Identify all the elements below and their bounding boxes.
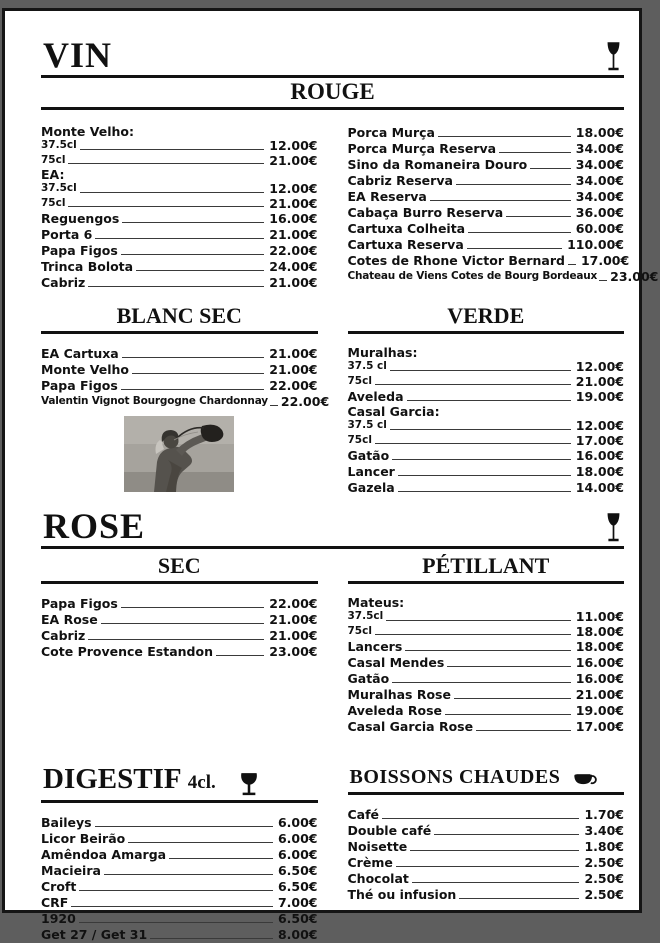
item-price: 17.00€ (575, 719, 624, 734)
item-price: 16.00€ (575, 655, 624, 670)
menu-item-row (347, 269, 659, 284)
menu-item-row (348, 389, 625, 404)
price-leader-line (499, 152, 571, 153)
sec-items (41, 596, 318, 659)
item-price: 34.00€ (575, 141, 624, 156)
price-leader-line (150, 938, 273, 939)
menu-item-row (41, 125, 318, 139)
menu-item-row (348, 687, 625, 702)
menu-item-row (348, 625, 625, 639)
item-price: 19.00€ (575, 389, 624, 404)
item-name: 75cl (347, 374, 372, 387)
menu-item-row (348, 189, 625, 204)
wine-drinker-photo (124, 416, 234, 492)
item-name: Chateau de Viens Cotes de Bourg Bordeaux (347, 270, 598, 282)
item-name: Chocolat (347, 871, 409, 886)
menu-item-row (41, 168, 318, 182)
menu-item-row (41, 182, 318, 196)
item-name: Cote Provence Estandon (41, 644, 213, 659)
price-leader-line (80, 149, 265, 150)
item-price: 21.00€ (269, 628, 318, 643)
item-name: 37.5cl (41, 139, 77, 151)
item-name: Trinca Bolota (41, 259, 134, 274)
menu-item-row (348, 480, 625, 495)
price-leader-line (71, 906, 273, 907)
item-price: 2.50€ (584, 871, 624, 886)
item-price: 18.00€ (575, 639, 624, 654)
item-price: 21.00€ (269, 152, 318, 168)
item-name: EA: (41, 167, 65, 182)
price-leader-line (382, 818, 579, 819)
item-name: Amêndoa Amarga (41, 847, 167, 862)
price-leader-line (270, 405, 278, 406)
item-name: Gatão (347, 671, 390, 686)
boissons-items (348, 807, 625, 902)
price-leader-line (132, 373, 264, 374)
item-price: 6.50€ (277, 863, 318, 878)
item-price: 14.00€ (575, 480, 624, 495)
price-leader-line (459, 898, 579, 899)
item-price: 12.00€ (575, 418, 624, 433)
verde-header: VERDE (348, 303, 625, 334)
item-name: 75cl (347, 624, 372, 637)
item-name: Croft (41, 879, 77, 894)
sec-petillant-section (41, 553, 624, 735)
price-leader-line (80, 192, 265, 193)
price-leader-line (121, 254, 264, 255)
item-price: 16.00€ (575, 448, 624, 463)
menu-item-row (348, 871, 625, 886)
item-name: 75cl (41, 196, 66, 209)
verde-items (348, 346, 625, 495)
item-name: Sino da Romaneira Douro (347, 157, 528, 172)
item-price: 23.00€ (610, 269, 659, 284)
price-leader-line (410, 850, 579, 851)
price-leader-line (405, 650, 570, 651)
wine-glass-icon (605, 513, 622, 544)
price-leader-line (216, 655, 264, 656)
price-leader-line (79, 890, 273, 891)
menu-item-row (41, 911, 318, 926)
menu-item-row (41, 394, 330, 409)
menu-item-row (348, 703, 625, 718)
price-leader-line (392, 682, 571, 683)
price-leader-line (68, 163, 264, 164)
item-name: Macieira (41, 863, 101, 878)
item-name: Cotes de Rhone Victor Bernard (347, 253, 565, 268)
menu-item-row (41, 197, 318, 211)
blanc-sec-column (41, 303, 330, 496)
price-leader-line (122, 357, 265, 358)
item-price: 22.00€ (269, 596, 318, 611)
price-leader-line (407, 400, 571, 401)
item-price: 6.00€ (277, 815, 318, 830)
item-name: Porca Murça Reserva (347, 141, 497, 156)
menu-item-row (348, 434, 625, 448)
price-leader-line (447, 666, 570, 667)
item-price: 18.00€ (575, 125, 624, 140)
item-price: 3.40€ (584, 823, 624, 838)
price-leader-line (398, 491, 571, 492)
price-leader-line (88, 639, 264, 640)
item-price: 21.00€ (269, 362, 318, 377)
menu-item-row (348, 141, 625, 156)
menu-item-row (348, 855, 625, 870)
menu-item-row (348, 596, 625, 610)
item-name: Cartuxa Colheita (347, 221, 466, 236)
item-price: 17.00€ (575, 432, 624, 448)
item-name: Casal Garcia: (347, 404, 440, 419)
menu-item-row (41, 227, 318, 242)
menu-item-row (41, 243, 318, 258)
boissons-column (348, 765, 625, 943)
item-name: Licor Beirão (41, 831, 126, 846)
menu-item-row (348, 360, 625, 374)
item-name: Muralhas: (347, 345, 418, 360)
price-leader-line (434, 834, 579, 835)
item-price: 2.50€ (584, 887, 624, 902)
item-name: Casal Mendes (347, 655, 445, 670)
item-name: Cartuxa Reserva (347, 237, 464, 252)
item-price: 12.00€ (575, 359, 624, 374)
menu-item-row (348, 807, 625, 822)
sec-column (41, 553, 318, 735)
item-name: 1920 (41, 911, 76, 926)
menu-item-row (348, 887, 625, 902)
price-leader-line (128, 842, 273, 843)
price-leader-line (95, 238, 264, 239)
price-leader-line (122, 222, 264, 223)
item-price: 16.00€ (269, 211, 318, 226)
price-leader-line (375, 634, 571, 635)
item-price: 36.00€ (575, 205, 624, 220)
menu-item-row (41, 612, 318, 627)
price-leader-line (468, 232, 571, 233)
price-leader-line (506, 216, 571, 217)
sec-header: SEC (41, 553, 318, 584)
item-name: Gatão (347, 448, 390, 463)
item-name: Casal Garcia Rose (347, 719, 474, 734)
item-price: 24.00€ (269, 259, 318, 274)
menu-item-row (41, 362, 318, 377)
item-name: Lancer (347, 464, 395, 479)
menu-page (2, 8, 659, 942)
price-leader-line (438, 136, 571, 137)
blanc-sec-items (41, 346, 330, 409)
menu-item-row (348, 671, 625, 686)
price-leader-line (456, 184, 571, 185)
menu-item-row (348, 173, 625, 188)
item-name: CRF (41, 895, 69, 910)
item-name: EA Rose (41, 612, 98, 627)
menu-item-row (41, 259, 318, 274)
menu-item-row (348, 610, 625, 624)
item-price: 18.00€ (575, 464, 624, 479)
blanc-verde-section (41, 303, 624, 496)
item-name: Thé ou infusion (347, 887, 457, 902)
price-leader-line (68, 206, 264, 207)
menu-item-row (348, 419, 625, 433)
item-price: 110.00€ (567, 237, 624, 252)
petillant-column (348, 553, 625, 735)
item-price: 60.00€ (575, 221, 624, 236)
price-leader-line (599, 280, 607, 281)
item-price: 34.00€ (575, 157, 624, 172)
price-leader-line (375, 384, 571, 385)
menu-item-row (348, 448, 625, 463)
item-price: 22.00€ (269, 378, 318, 393)
item-name: 37.5cl (41, 182, 77, 194)
item-name: Papa Figos (41, 243, 118, 258)
menu-item-row (41, 815, 318, 830)
item-name: 75cl (41, 153, 66, 166)
item-price: 6.50€ (277, 879, 318, 894)
price-leader-line (386, 620, 571, 621)
item-name: Mateus: (347, 595, 405, 610)
item-name: Muralhas Rose (347, 687, 451, 702)
item-name: Porta 6 (41, 227, 93, 242)
menu-item-row (347, 253, 630, 268)
digestif-boissons-section (41, 765, 624, 943)
item-name: Double café (347, 823, 432, 838)
price-leader-line (375, 443, 571, 444)
item-price: 8.00€ (277, 927, 318, 942)
digestif-header (41, 765, 318, 803)
price-leader-line (390, 370, 571, 371)
item-price: 16.00€ (575, 671, 624, 686)
item-name: Cabaça Burro Reserva (347, 205, 504, 220)
item-price: 22.00€ (269, 243, 318, 258)
price-leader-line (121, 389, 264, 390)
item-price: 21.00€ (269, 195, 318, 211)
menu-item-row (348, 221, 625, 236)
item-price: 34.00€ (575, 189, 624, 204)
item-price: 21.00€ (575, 687, 624, 702)
item-price: 17.00€ (580, 253, 630, 268)
menu-item-row (348, 125, 625, 140)
item-name: 37.5 cl (347, 360, 387, 372)
menu-item-row (41, 378, 318, 393)
price-leader-line (121, 607, 264, 608)
price-leader-line (396, 866, 580, 867)
menu-item-row (348, 823, 625, 838)
digestif-title-text: DIGESTIF (43, 763, 181, 795)
menu-item-row (41, 863, 318, 878)
menu-item-row (41, 644, 318, 659)
item-name: EA Cartuxa (41, 346, 119, 361)
item-price: 1.70€ (584, 807, 624, 822)
vin-title: VIN (43, 35, 113, 75)
price-leader-line (530, 168, 570, 169)
menu-item-row (348, 375, 625, 389)
menu-item-row (348, 719, 625, 734)
item-name: EA Reserva (347, 189, 427, 204)
boissons-title: BOISSONS CHAUDES (349, 766, 561, 788)
item-name: Porca Murça (347, 125, 435, 140)
digestif-title (43, 765, 216, 797)
coffee-cup-icon (574, 772, 598, 789)
menu-item-row (41, 879, 318, 894)
price-leader-line (398, 475, 571, 476)
vin-header (41, 37, 624, 78)
item-price: 21.00€ (575, 373, 624, 389)
menu-item-row (41, 154, 318, 168)
item-price: 21.00€ (269, 346, 318, 361)
item-price: 1.80€ (584, 839, 624, 854)
rouge-columns (41, 124, 659, 291)
petillant-header: PÉTILLANT (348, 553, 625, 584)
item-price: 12.00€ (269, 138, 318, 153)
rose-title: ROSE (43, 506, 146, 546)
item-name: Cabriz (41, 275, 86, 290)
item-name: Aveleda (347, 389, 404, 404)
item-name: 37.5cl (347, 610, 384, 622)
item-name: Gazela (347, 480, 395, 495)
item-name: Cabriz (41, 628, 86, 643)
digestif-items (41, 815, 318, 942)
item-price: 12.00€ (269, 181, 318, 196)
menu-item-row (41, 628, 318, 643)
menu-item-row (348, 405, 625, 419)
menu-item-row (348, 157, 625, 172)
price-leader-line (79, 922, 273, 923)
item-name: Valentin Vignot Bourgogne Chardonnay (41, 395, 268, 407)
price-leader-line (95, 826, 273, 827)
item-price: 6.50€ (277, 911, 318, 926)
blanc-sec-header: BLANC SEC (41, 303, 318, 334)
wine-glass-icon (605, 42, 622, 73)
item-name: Crème (347, 855, 393, 870)
item-name: Papa Figos (41, 596, 118, 611)
price-leader-line (169, 858, 273, 859)
menu-item-row (348, 839, 625, 854)
price-leader-line (445, 714, 571, 715)
item-name: Aveleda Rose (347, 703, 442, 718)
item-price: 18.00€ (575, 623, 624, 639)
item-price: 2.50€ (584, 855, 624, 870)
menu-item-row (41, 275, 318, 290)
item-price: 19.00€ (575, 703, 624, 718)
item-name: Baileys (41, 815, 92, 830)
price-leader-line (390, 429, 571, 430)
menu-item-row (348, 639, 625, 654)
boissons-header (348, 765, 625, 795)
menu-item-row (41, 139, 318, 153)
menu-item-row (41, 847, 318, 862)
item-name: Monte Velho: (41, 124, 134, 139)
item-name: 37.5 cl (347, 419, 387, 431)
menu-item-row (41, 927, 318, 942)
item-name: Noisette (347, 839, 408, 854)
item-price: 34.00€ (575, 173, 624, 188)
menu-item-row (41, 211, 318, 226)
item-name: Café (347, 807, 380, 822)
digestif-subtitle: 4cl. (187, 772, 216, 793)
item-price: 6.00€ (277, 847, 318, 862)
item-price: 21.00€ (269, 612, 318, 627)
verde-column (348, 303, 625, 496)
rouge-left-column (41, 125, 318, 291)
price-leader-line (476, 730, 571, 731)
menu-item-row (348, 346, 625, 360)
item-name: Papa Figos (41, 378, 118, 393)
price-leader-line (101, 623, 265, 624)
item-price: 22.00€ (280, 394, 330, 409)
price-leader-line (412, 882, 580, 883)
price-leader-line (104, 874, 273, 875)
item-name: Monte Velho (41, 362, 129, 377)
price-leader-line (136, 270, 264, 271)
price-leader-line (568, 264, 576, 265)
item-name: Cabriz Reserva (347, 173, 453, 188)
item-name: 75cl (347, 433, 372, 446)
price-leader-line (392, 459, 571, 460)
item-price: 7.00€ (277, 895, 318, 910)
menu-item-row (348, 655, 625, 670)
item-price: 21.00€ (269, 227, 318, 242)
menu-item-row (41, 895, 318, 910)
item-price: 6.00€ (277, 831, 318, 846)
menu-item-row (41, 596, 318, 611)
item-name: Reguengos (41, 211, 120, 226)
petillant-items (348, 596, 625, 734)
menu-content (5, 11, 659, 943)
price-leader-line (454, 698, 571, 699)
item-price: 21.00€ (269, 275, 318, 290)
menu-item-row (348, 237, 625, 252)
menu-item-row (348, 464, 625, 479)
item-name: Get 27 / Get 31 (41, 927, 148, 942)
price-leader-line (88, 286, 264, 287)
item-price: 23.00€ (269, 644, 318, 659)
digestif-column (41, 765, 318, 943)
menu-item-row (348, 205, 625, 220)
rouge-right-column (347, 125, 659, 291)
item-price: 11.00€ (575, 609, 624, 624)
rouge-section-header: ROUGE (41, 78, 624, 110)
price-leader-line (467, 248, 562, 249)
rose-header (41, 508, 624, 549)
brandy-glass-icon (238, 773, 260, 797)
menu-item-row (41, 831, 318, 846)
item-name: Lancers (347, 639, 403, 654)
price-leader-line (430, 200, 571, 201)
menu-item-row (41, 346, 318, 361)
